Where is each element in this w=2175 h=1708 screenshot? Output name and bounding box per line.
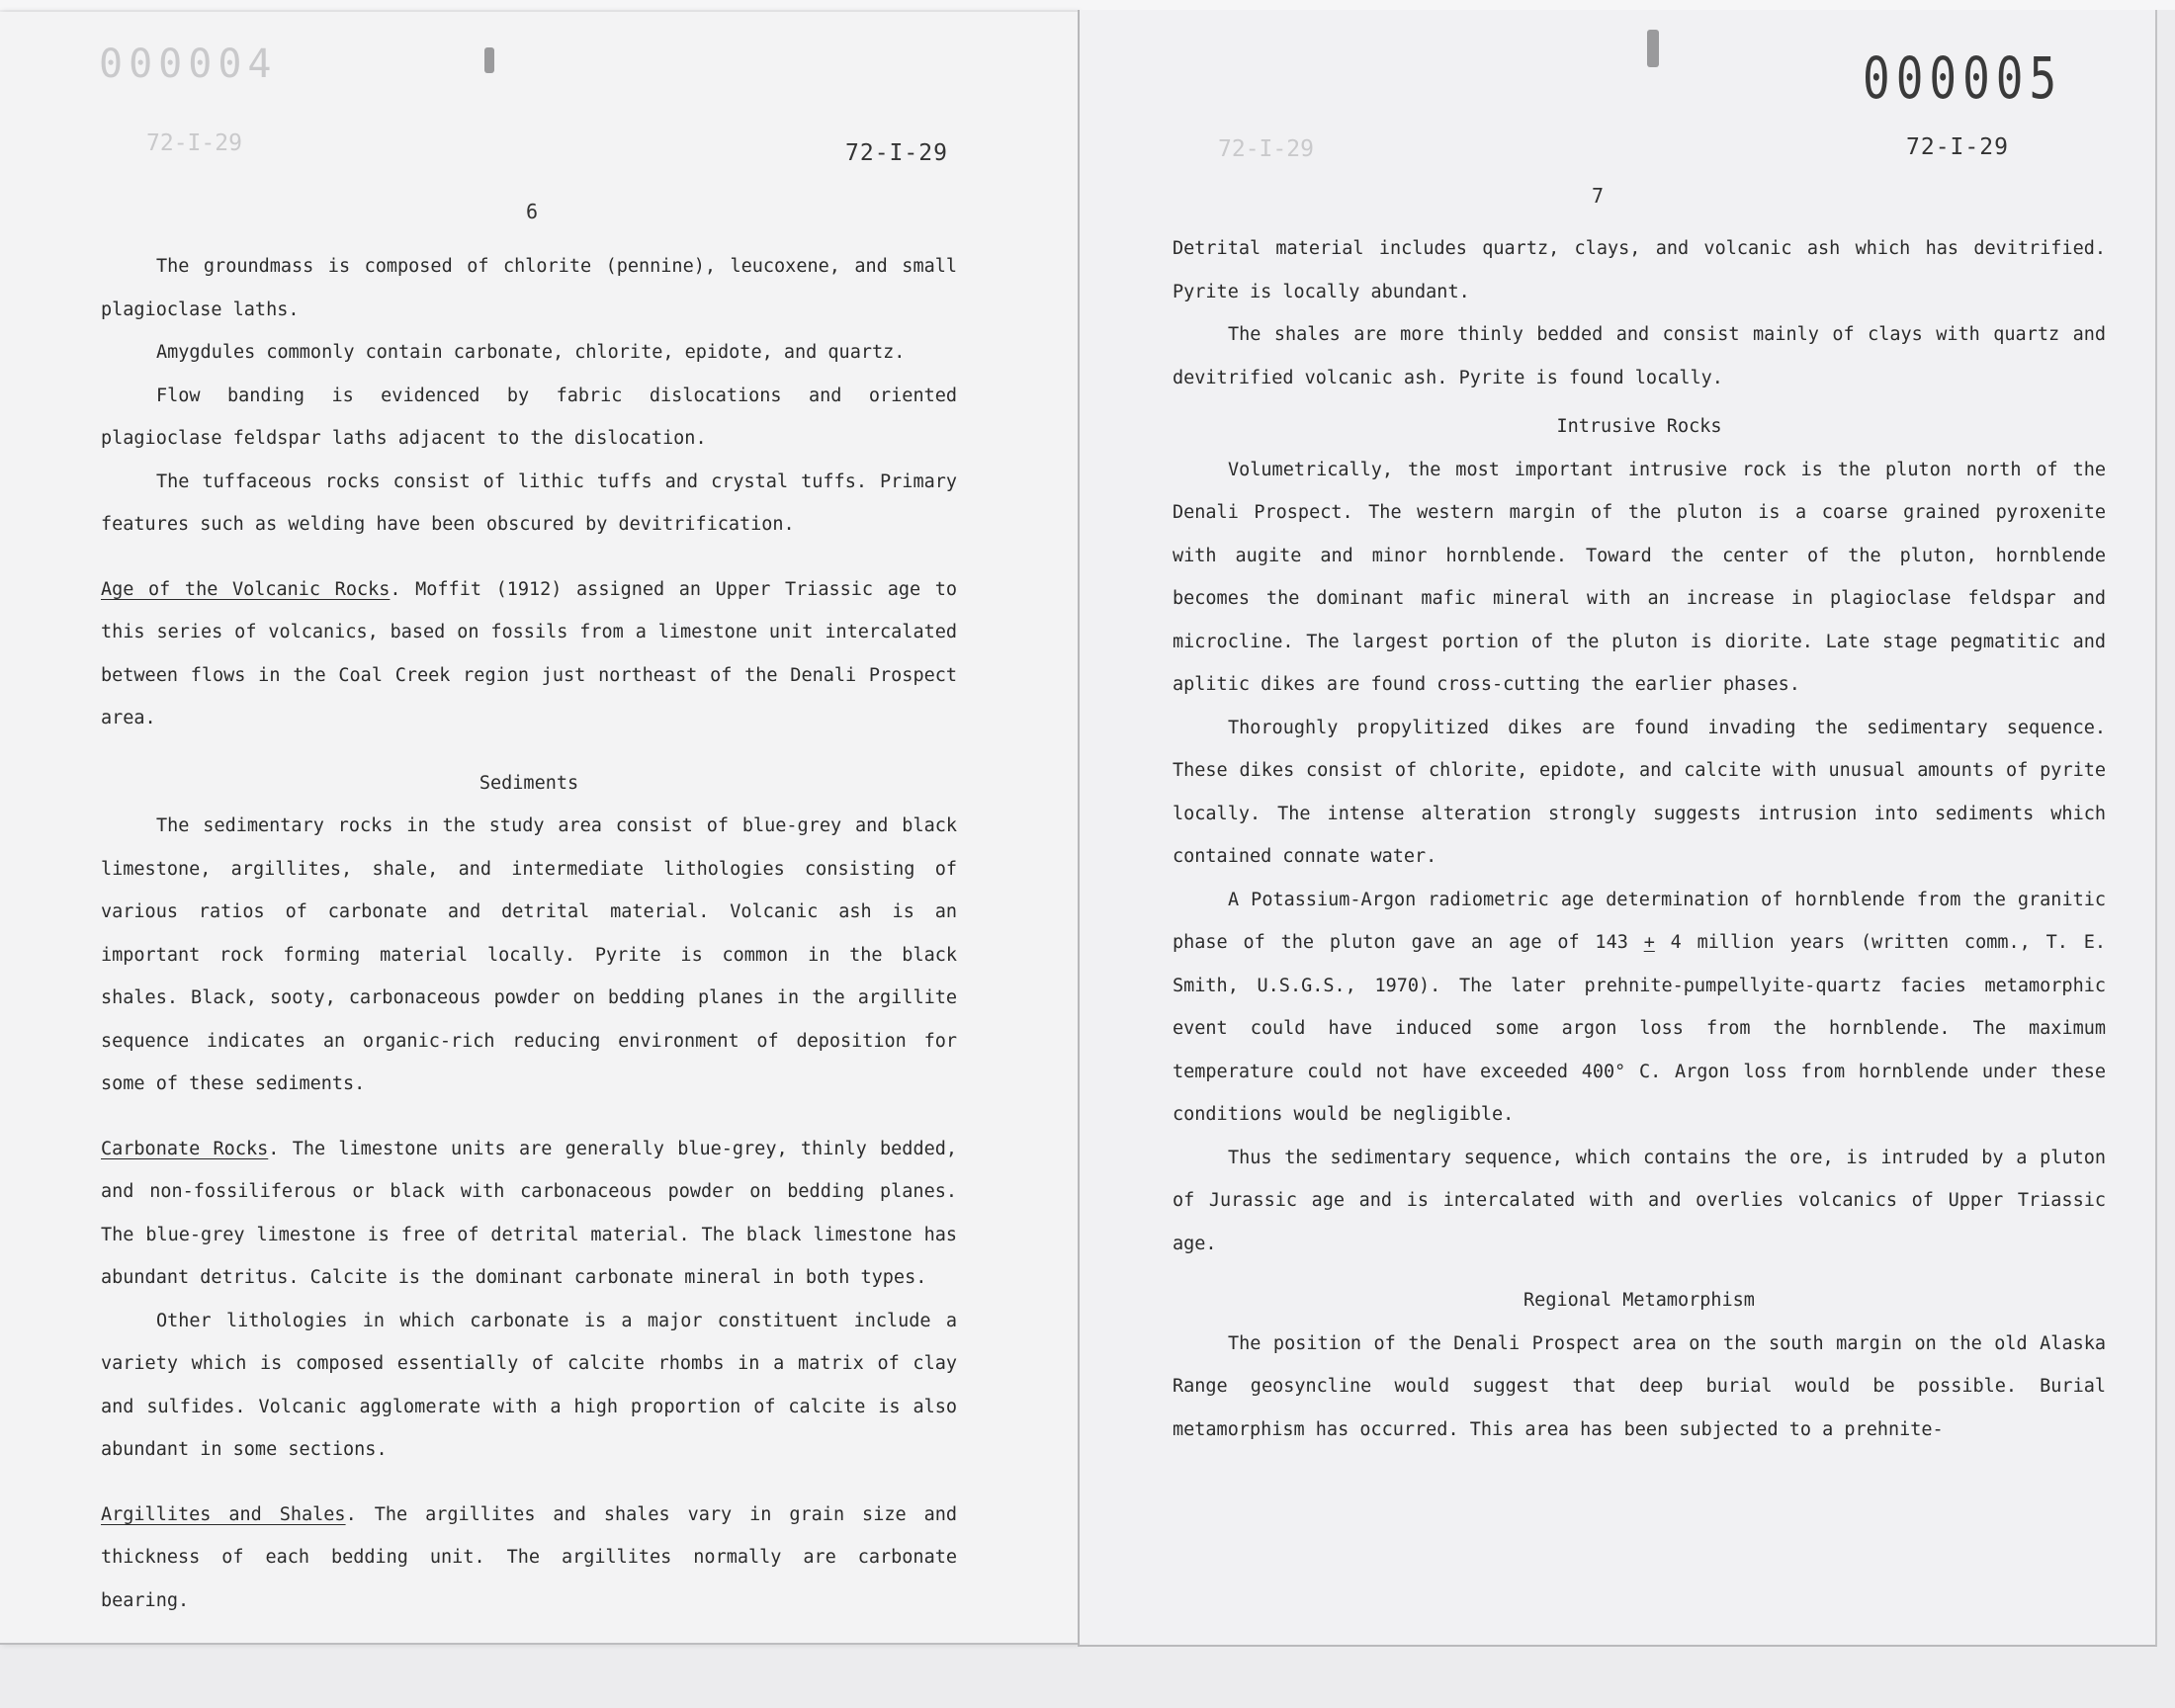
paragraph-text: . The argillites and shales vary in grain size and thickness of each bedding unit. The argillites normally are carbonate bearing.	[101, 1503, 957, 1611]
document-id: 72-I-29	[1906, 134, 2009, 160]
paragraph: The sedimentary rocks in the study area consist of blue-grey and black limestone, argillites, shale, and intermediate lithologies consisting of various ratios of carbonate and detrital material. Volcanic ash is an important rock forming material locally. Pyrite is common in the black shales. Black, sooty, carbonaceous powder on bedding planes in the argillite sequence indicates an organic-rich reducing environment of deposition for some of these sediments.	[101, 815, 957, 1094]
paragraph: Detrital material includes quartz, clays, and volcanic ash which has devitrified. Pyrite is locally abundant.	[1173, 238, 2106, 302]
paragraph: Volumetrically, the most important intrusive rock is the pluton north of the Denali Prospect. The western margin of the pluton is a coarse grained pyroxenite with augite and minor hornblende. Toward the center of the pluton, hornblende becomes the dominant mafic mineral with an increase in plagioclase feldspar and microcline. The largest portion of the pluton is diorite. Late stage pegmatitic and aplitic dikes are found cross-cutting the earlier phases.	[1173, 459, 2106, 695]
paragraph: The position of the Denali Prospect area on the south margin on the old Alaska Range geosyncline would suggest that deep burial would be possible. Burial metamorphism has occurred. This area has been subjected to a prehnite-	[1173, 1332, 2106, 1440]
ghost-stamp: 000004	[99, 42, 278, 87]
section-subheading: Argillites and Shales	[101, 1503, 346, 1525]
paragraph: Amygdules commonly contain carbonate, chlorite, epidote, and quartz.	[156, 342, 906, 363]
page-number: 6	[526, 200, 539, 223]
paragraph: The groundmass is composed of chlorite (pennine), leucoxene, and small plagioclase laths.	[101, 256, 957, 320]
paragraph-text: . The limestone units are generally blue-grey, thinly bedded, and non-fossiliferous or black with carbonaceous powder on bedding planes. The blue-grey limestone is free of detrital material. The black limestone has abundant detritus. Calcite is the dominant carbonate mineral in both types.	[101, 1138, 957, 1288]
document-stamp: 000005	[1863, 44, 2063, 112]
left-page-body	[101, 245, 957, 1622]
left-page	[0, 12, 1078, 1645]
page-number: 7	[1592, 184, 1605, 208]
ghost-doc-id: 72-I-29	[1218, 136, 1314, 162]
paragraph-text: 4 million years (written comm., T. E. Smith, U.S.G.S., 1970). The later prehnite-pumpellyite-quartz facies metamorphic event could have induced some argon loss from the hornblende. The maximum temperature could not have exceeded 400° C. Argon loss from hornblende under these conditions would be negligible.	[1173, 932, 2106, 1125]
paragraph: Other lithologies in which carbonate is a major constituent include a variety which is composed essentially of calcite rhombs in a matrix of clay and sulfides. Volcanic agglomerate with a high proportion of calcite is also abundant in some sections.	[101, 1310, 957, 1460]
right-page-body	[1173, 227, 2106, 1451]
paragraph	[1173, 879, 2106, 1137]
right-page	[1078, 10, 2157, 1647]
paragraph	[101, 1128, 957, 1300]
document-id: 72-I-29	[845, 140, 948, 166]
paragraph: Flow banding is evidenced by fabric dislocations and oriented plagioclase feldspar laths adjacent to the dislocation.	[101, 384, 957, 449]
paragraph-text: . Moffit (1912) assigned an Upper Triassic age to this series of volcanics, based on fossils from a limestone unit intercalated between flows in the Coal Creek region just northeast of the Denali Prospect area.	[101, 578, 958, 728]
paragraph	[101, 1494, 957, 1623]
paragraph: The tuffaceous rocks consist of lithic tuffs and crystal tuffs. Primary features such as welding have been obscured by devitrification.	[101, 470, 957, 535]
section-heading: Regional Metamorphism	[1523, 1290, 1755, 1311]
section-subheading: Carbonate Rocks	[101, 1138, 269, 1159]
paragraph: Thoroughly propylitized dikes are found invading the sedimentary sequence. These dikes consist of chlorite, epidote, and calcite with unusual amounts of pyrite locally. The intense alteration strongly suggests intrusion into sediments which contained connate water.	[1173, 717, 2106, 867]
plus-minus-sign: +	[1643, 932, 1655, 953]
binding-mark	[1647, 30, 1659, 67]
section-heading: Intrusive Rocks	[1556, 416, 1722, 437]
paragraph: The shales are more thinly bedded and consist mainly of clays with quartz and devitrified volcanic ash. Pyrite is found locally.	[1173, 324, 2106, 388]
section-heading: Sediments	[478, 772, 579, 794]
section-subheading: Age of the Volcanic Rocks	[101, 578, 391, 600]
paragraph	[101, 568, 957, 740]
paragraph: Thus the sedimentary sequence, which contains the ore, is intruded by a pluton of Jurassic age and is intercalated with and overlies volcanics of Upper Triassic age.	[1173, 1147, 2106, 1254]
ghost-doc-id: 72-I-29	[146, 130, 242, 156]
binding-mark	[484, 47, 494, 73]
paragraph-text: A Potassium-Argon radiometric age determination of hornblende from the granitic phase of the pluton gave an age of 143	[1173, 889, 2106, 953]
